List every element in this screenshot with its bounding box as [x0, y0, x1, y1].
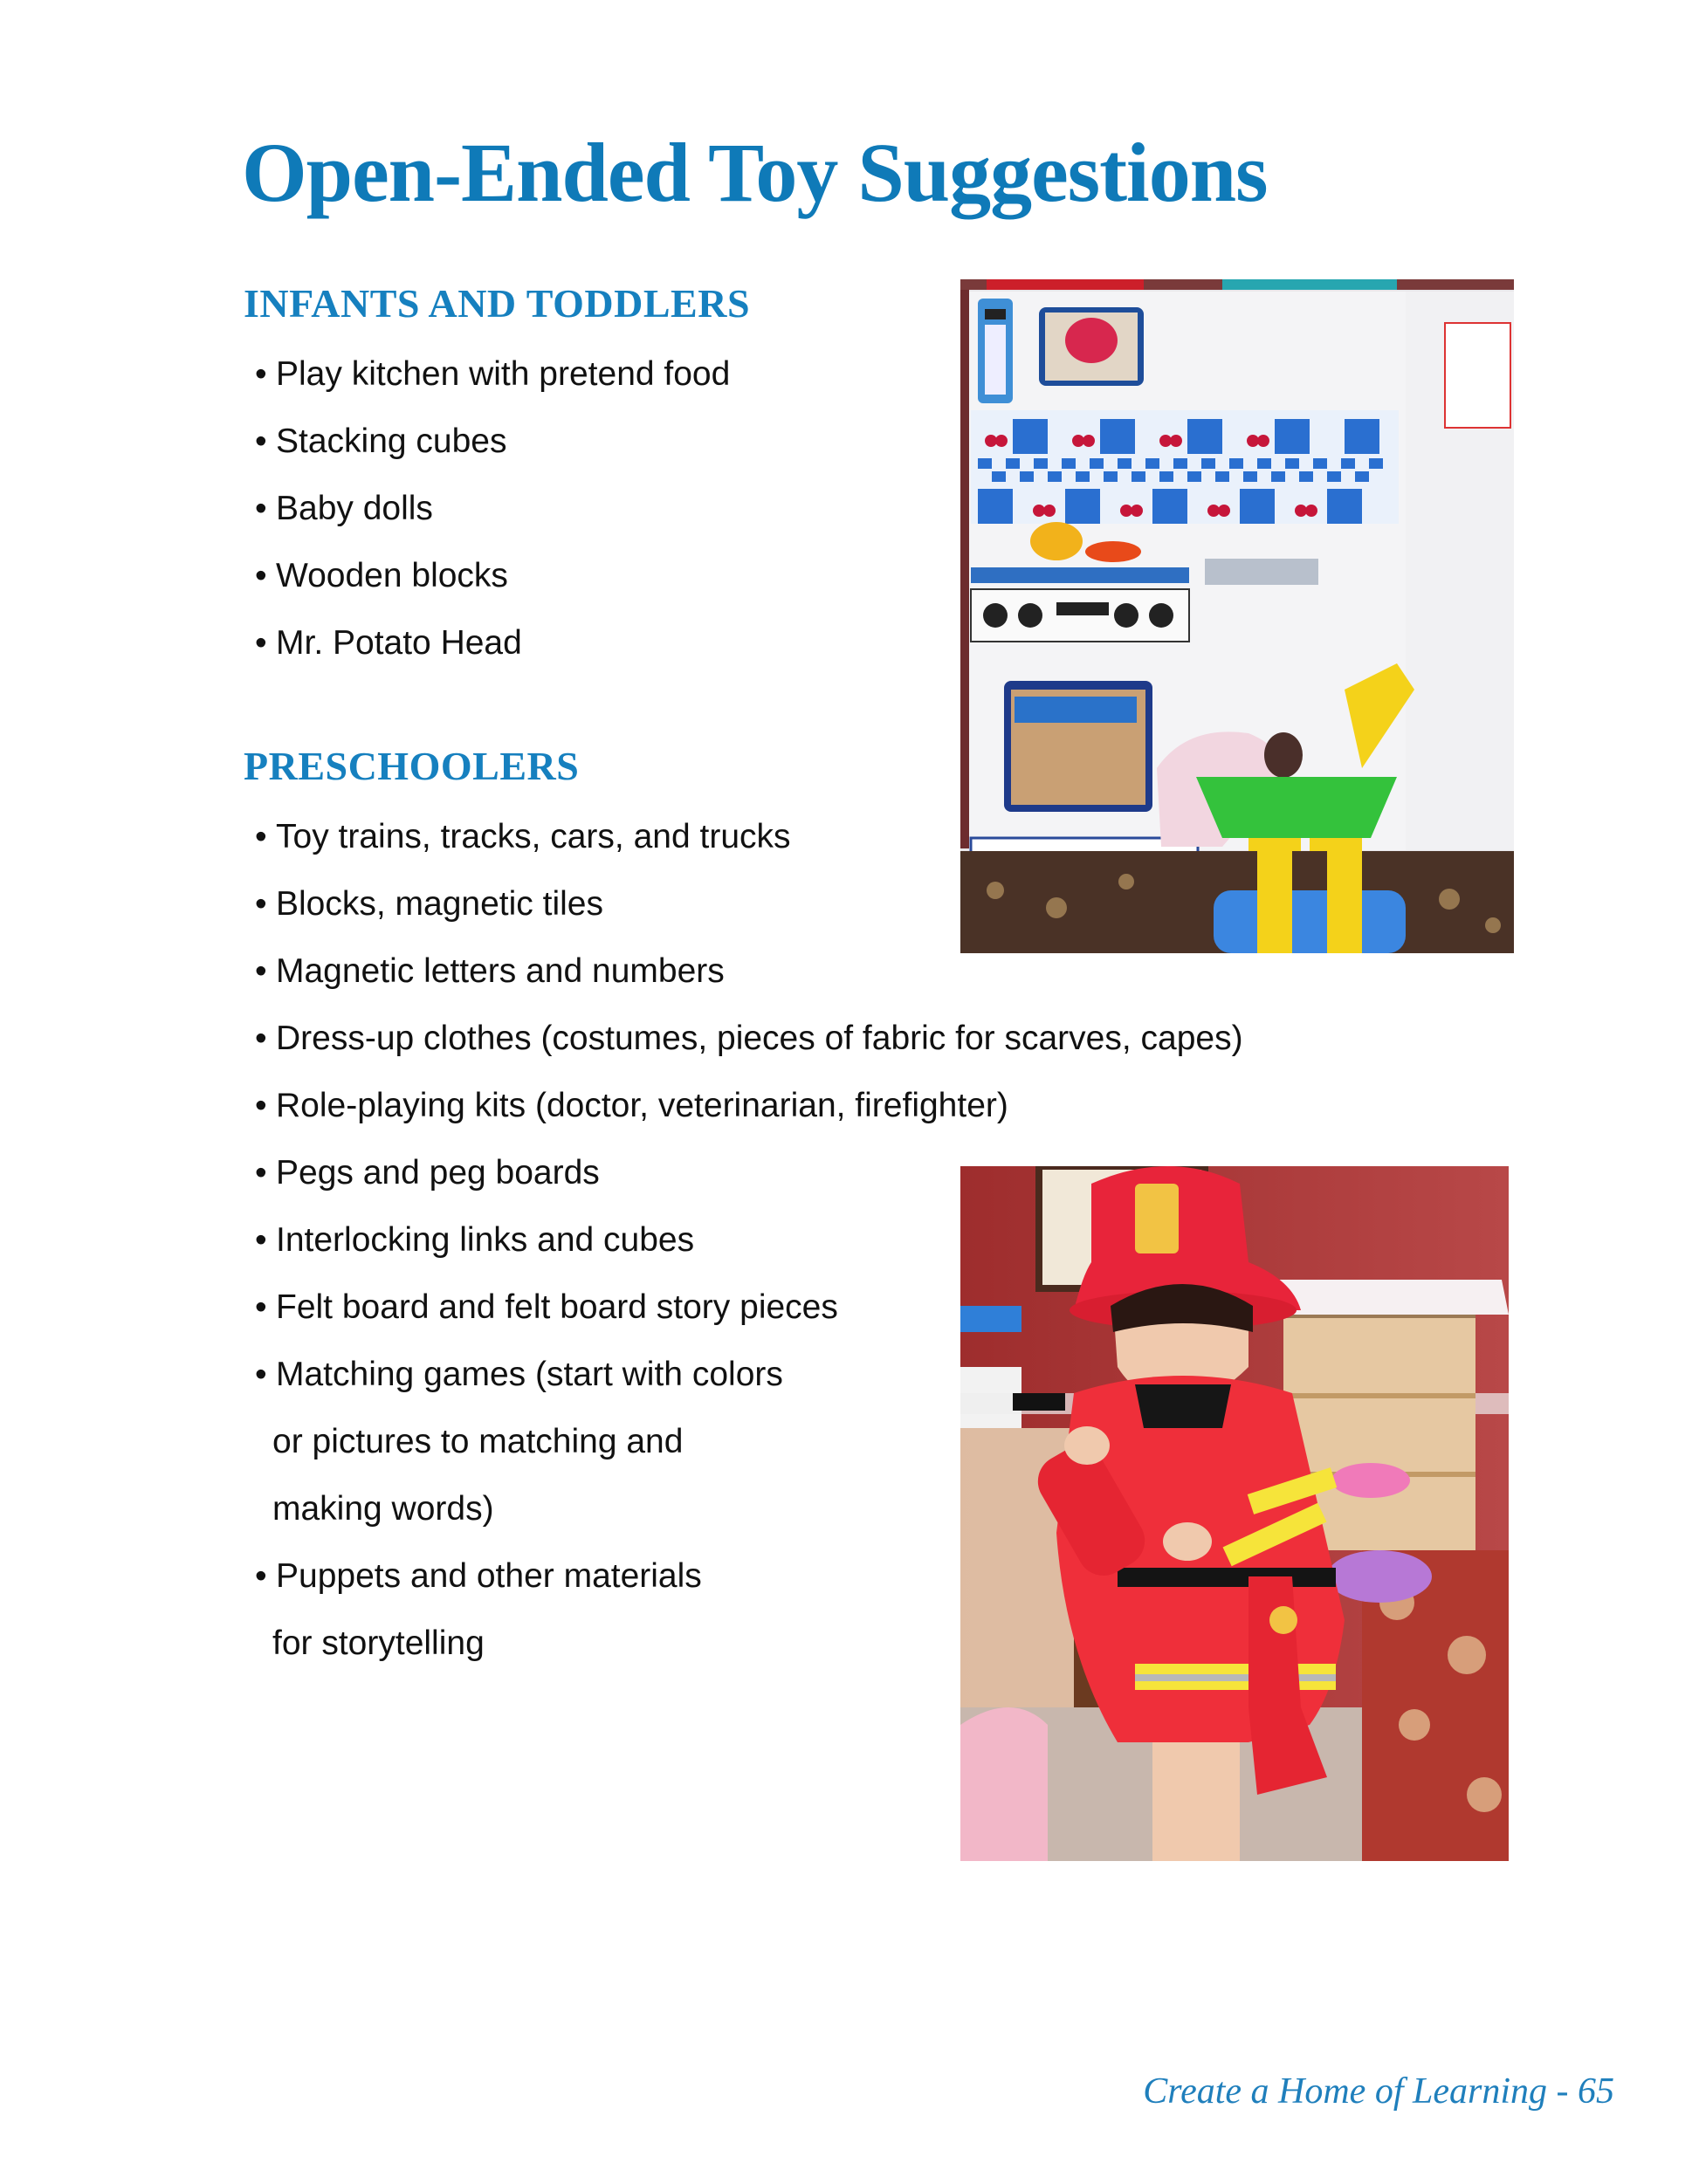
list-item: • Toy trains, tracks, cars, and trucks — [255, 803, 1243, 870]
bullet-icon: • — [255, 1154, 267, 1192]
list-item: • Magnetic letters and numbers — [255, 937, 1243, 1005]
list-item: • Baby dolls — [255, 475, 730, 542]
bullet-icon: • — [255, 1356, 267, 1393]
bullet-icon: • — [255, 1087, 267, 1124]
list-item: • Dress-up clothes (costumes, pieces of fabric for scarves, capes) — [255, 1005, 1243, 1072]
list-item-continuation: for storytelling — [272, 1624, 485, 1662]
page-title: Open-Ended Toy Suggestions — [242, 126, 1268, 219]
list-item: • Stacking cubes — [255, 408, 730, 475]
list-item: • Wooden blocks — [255, 542, 730, 609]
list-item: • Interlocking links and cubes — [255, 1206, 1243, 1274]
list-item: • Pegs and peg boards — [255, 1139, 1243, 1206]
bullet-icon: • — [255, 490, 267, 527]
bullet-icon: • — [255, 1288, 267, 1326]
list-item: • Play kitchen with pretend food — [255, 340, 730, 408]
list-item: • Blocks, magnetic tiles — [255, 870, 1243, 937]
tile-backsplash — [971, 410, 1399, 524]
list-item: • Mr. Potato Head — [255, 609, 730, 676]
list-item: • Matching games (start with colors — [255, 1341, 1243, 1408]
bullet-icon: • — [255, 1020, 267, 1057]
list-item-continuation: making words) — [272, 1490, 494, 1528]
bullet-icon: • — [255, 355, 267, 393]
bullet-icon: • — [255, 818, 267, 855]
list-item: • Role-playing kits (doctor, veterinarian, firefighter) — [255, 1072, 1243, 1139]
list-item-continuation: or pictures to matching and — [272, 1423, 684, 1460]
bullet-icon: • — [255, 557, 267, 594]
play-kitchen-photo — [960, 279, 1514, 953]
firefighter-costume-photo — [960, 1166, 1509, 1861]
bullet-icon: • — [255, 885, 267, 923]
play-kitchen-illustration — [960, 279, 1514, 953]
firefighter-child-illustration — [960, 1166, 1509, 1861]
bullet-icon: • — [255, 1557, 267, 1595]
bullet-icon: • — [255, 1221, 267, 1259]
bullet-icon: • — [255, 624, 267, 662]
bullet-icon: • — [255, 422, 267, 460]
bullet-icon: • — [255, 952, 267, 990]
section-heading-preschoolers: PRESCHOOLERS — [244, 744, 580, 788]
list-item: • Puppets and other materials — [255, 1542, 1243, 1610]
infants-toddlers-list — [255, 340, 730, 676]
list-item: • Felt board and felt board story pieces — [255, 1274, 1243, 1341]
page-footer: Create a Home of Learning - 65 — [1143, 2071, 1614, 2112]
section-heading-infants-toddlers: INFANTS AND TODDLERS — [244, 281, 751, 326]
